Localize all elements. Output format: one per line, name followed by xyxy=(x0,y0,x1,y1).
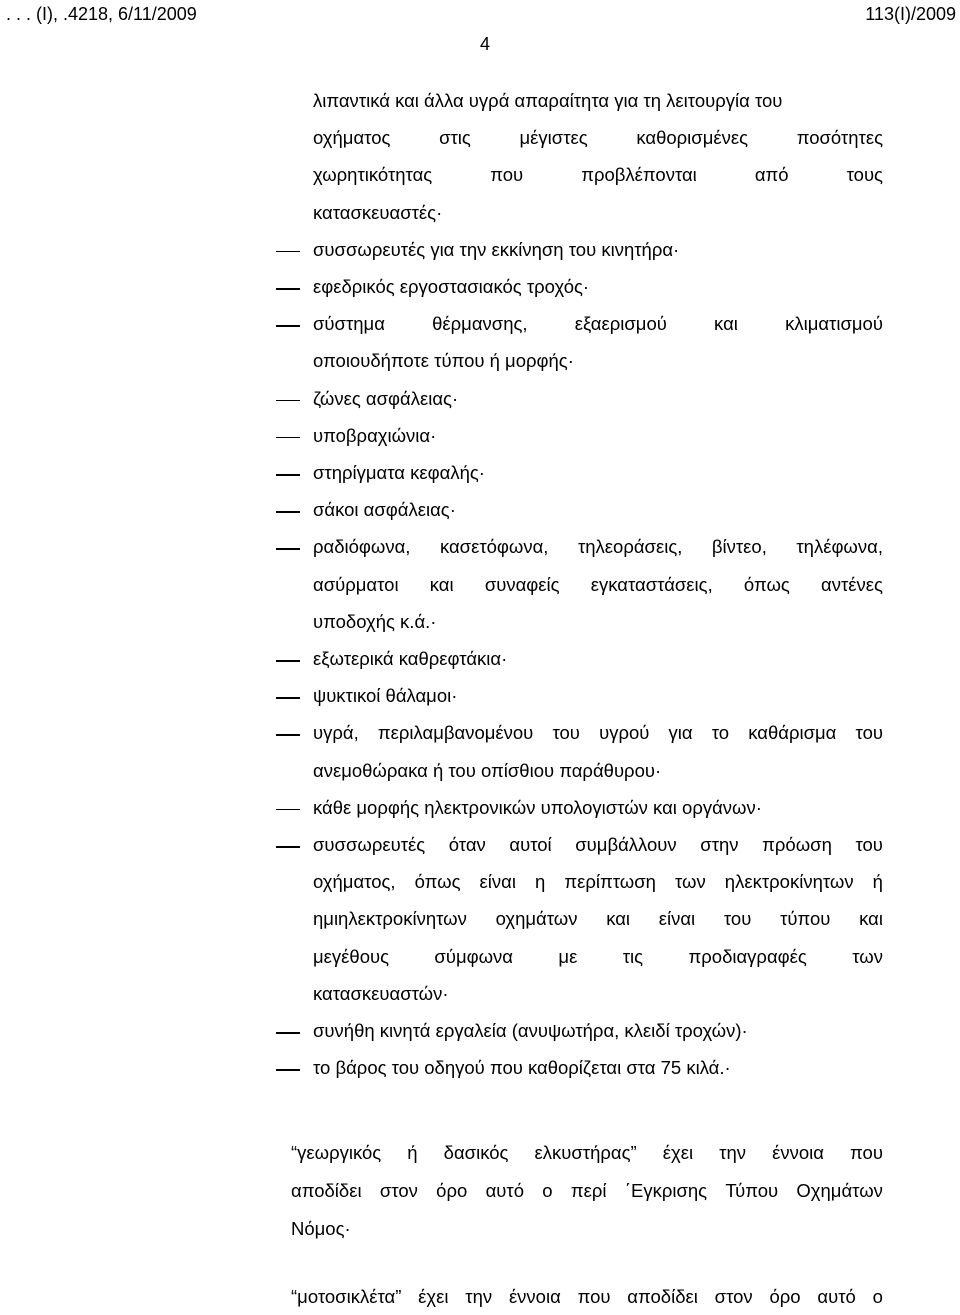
list-dash xyxy=(276,660,300,662)
word: είναι xyxy=(479,871,516,893)
word: πρόωση xyxy=(762,834,832,855)
list-dash xyxy=(276,809,300,811)
list-item: εξωτερικά καθρεφτάκια· xyxy=(313,648,508,669)
word: αντένες xyxy=(821,573,883,595)
list-dash xyxy=(276,1032,300,1034)
word: τους xyxy=(846,164,883,186)
word: προδιαγραφές xyxy=(688,945,807,967)
word: του xyxy=(552,722,580,744)
list-item-continuation xyxy=(313,944,883,970)
word: που xyxy=(490,164,524,186)
word: αυτοί xyxy=(509,834,552,855)
word: ή xyxy=(407,1142,418,1163)
list-dash xyxy=(276,437,300,439)
list-item: κάθε μορφής ηλεκτρονικών υπολογιστών και οργάνων· xyxy=(313,796,762,818)
list-dash xyxy=(276,1069,300,1071)
word: αυτό xyxy=(817,1286,856,1307)
word: σύμφωνα xyxy=(434,945,514,967)
word: Τύπου xyxy=(725,1180,779,1201)
header-document-reference: . . . (Ι), .4218, 6/11/2009 xyxy=(6,4,197,24)
word: και xyxy=(859,908,883,930)
word: ο xyxy=(872,1286,883,1307)
word: περί xyxy=(570,1180,607,1201)
word: έννοια xyxy=(508,1286,561,1307)
word: ΄Εγκρισης xyxy=(624,1180,708,1201)
word: έννοια xyxy=(772,1142,824,1163)
word: το xyxy=(711,722,730,744)
list-item: ψυκτικοί θάλαμοι· xyxy=(313,685,458,707)
list-item-continuation xyxy=(313,572,883,598)
word: χωρητικότητας xyxy=(313,164,433,186)
word: συναφείς xyxy=(484,573,560,595)
list-item-continuation: υποδοχής κ.ά.· xyxy=(313,610,437,632)
word: εξαερισμού xyxy=(574,313,667,335)
word: δασικός xyxy=(443,1142,509,1163)
word: κασετόφωνα, xyxy=(439,536,549,558)
word: στις xyxy=(439,127,471,149)
word: περίπτωση xyxy=(564,871,656,893)
list-item: εφεδρικός εργοστασιακός τροχός· xyxy=(313,276,590,297)
word: ημιηλεκτροκίνητων xyxy=(313,908,467,930)
word: είναι xyxy=(658,908,696,930)
list-dash xyxy=(276,251,300,253)
list-dash xyxy=(276,548,300,550)
list-item-continuation: ανεμοθώρακα ή του οπίσθιου παράθυρου· xyxy=(313,759,662,781)
list-item-continuation: κατασκευαστών· xyxy=(313,982,449,1004)
word: ή xyxy=(872,871,883,893)
definition-line xyxy=(291,1284,883,1310)
list-item: συσσωρευτές για την εκκίνηση του κινητήρα· xyxy=(313,238,680,260)
word: “μοτοσικλέτα” xyxy=(291,1286,402,1307)
word: στον xyxy=(379,1180,418,1201)
word: θέρμανσης, xyxy=(432,313,528,335)
word: τηλεοράσεις, xyxy=(577,536,683,558)
word: που xyxy=(850,1142,883,1163)
list-item: ζώνες ασφάλειας· xyxy=(313,387,459,409)
list-item-continuation: κατασκευαστές· xyxy=(313,201,443,223)
word: του xyxy=(723,908,752,930)
header-law-number: 113(Ι)/2009 xyxy=(865,4,956,24)
word: την xyxy=(719,1142,747,1163)
word: όπως xyxy=(414,871,461,893)
word: οχήματος, xyxy=(313,871,396,893)
word: ποσότητες xyxy=(796,127,883,149)
word: τύπου xyxy=(780,908,831,930)
word: για xyxy=(668,722,693,744)
word: και xyxy=(714,313,738,335)
list-dash xyxy=(276,288,300,290)
word: οχήματος xyxy=(313,127,391,149)
word: και xyxy=(429,573,454,595)
word: έχει xyxy=(662,1142,694,1163)
word: “γεωργικός xyxy=(291,1142,382,1163)
list-item xyxy=(313,832,883,858)
word: έχει xyxy=(418,1286,449,1307)
word: Οχημάτων xyxy=(796,1180,883,1201)
word: σύστημα xyxy=(313,313,385,335)
word: εγκαταστάσεις, xyxy=(590,573,713,595)
list-dash xyxy=(276,734,300,736)
word: υγρού xyxy=(599,722,650,744)
word: κλιματισμού xyxy=(785,313,883,335)
word: ηλεκτροκίνητων xyxy=(724,871,854,893)
word: καθορισμένες xyxy=(636,127,749,149)
word: ο xyxy=(542,1180,553,1201)
list-item-continuation: οποιουδήποτε τύπου ή μορφής· xyxy=(313,350,574,372)
word: τις xyxy=(622,945,644,967)
list-dash xyxy=(276,400,300,402)
word: ελκυστήρας” xyxy=(534,1142,637,1163)
word: όρο xyxy=(769,1286,801,1307)
word: από xyxy=(754,164,789,186)
list-item-continuation xyxy=(313,162,883,188)
word: και xyxy=(606,908,631,930)
definition-line: Νόμος· xyxy=(291,1218,351,1239)
word: με xyxy=(558,945,578,967)
list-item xyxy=(313,720,883,746)
word: περιλαμβανομένου xyxy=(377,722,534,744)
list-item-continuation: λιπαντικά και άλλα υγρά απαραίτητα για τη λειτουργία του xyxy=(313,90,783,111)
list-dash xyxy=(276,846,300,848)
word: όρο xyxy=(436,1180,468,1201)
word: η xyxy=(535,871,546,893)
word: αποδίδει xyxy=(291,1180,362,1201)
list-item: στηρίγματα κεφαλής· xyxy=(313,462,485,483)
word: στον xyxy=(714,1286,753,1307)
list-dash xyxy=(276,325,300,327)
word: οχημάτων xyxy=(495,908,578,930)
word: ραδιόφωνα, xyxy=(313,536,411,558)
word: που xyxy=(577,1286,611,1307)
list-dash xyxy=(276,511,300,513)
word: όπως xyxy=(743,573,790,595)
list-item xyxy=(313,534,883,560)
list-item: συνήθη κινητά εργαλεία (ανυψωτήρα, κλειδί τροχών)· xyxy=(313,1020,748,1041)
word: μεγέθους xyxy=(313,945,390,967)
word: ασύρματοι xyxy=(313,573,399,595)
word: του xyxy=(855,834,883,855)
page-number: 4 xyxy=(480,34,491,54)
word: των xyxy=(852,945,883,967)
word: του xyxy=(855,722,883,744)
list-dash xyxy=(276,474,300,476)
word: όταν xyxy=(448,834,486,855)
word: τηλέφωνα, xyxy=(796,536,883,558)
definition-line xyxy=(291,1178,883,1204)
word: υγρά, xyxy=(313,722,359,744)
list-item-continuation xyxy=(313,125,883,151)
list-item: σάκοι ασφάλειας· xyxy=(313,499,456,521)
word: των xyxy=(675,871,706,893)
word: μέγιστες xyxy=(519,127,588,149)
word: συμβάλλουν xyxy=(575,834,677,855)
list-item: υποβραχιώνια· xyxy=(313,424,437,446)
word: την xyxy=(465,1286,493,1307)
definition-line xyxy=(291,1140,883,1166)
word: στην xyxy=(700,834,739,855)
word: προβλέπονται xyxy=(581,164,697,186)
list-item-continuation xyxy=(313,906,883,932)
list-item xyxy=(313,311,883,337)
word: βίντεο, xyxy=(711,536,767,558)
word: συσσωρευτές xyxy=(313,834,426,855)
list-item: το βάρος του οδηγού που καθορίζεται στα 75 κιλά.· xyxy=(313,1057,731,1079)
word: αποδίδει xyxy=(627,1286,698,1307)
word: καθάρισμα xyxy=(748,722,837,744)
word: αυτό xyxy=(485,1180,524,1201)
list-item-continuation xyxy=(313,869,883,895)
list-dash xyxy=(276,697,300,699)
